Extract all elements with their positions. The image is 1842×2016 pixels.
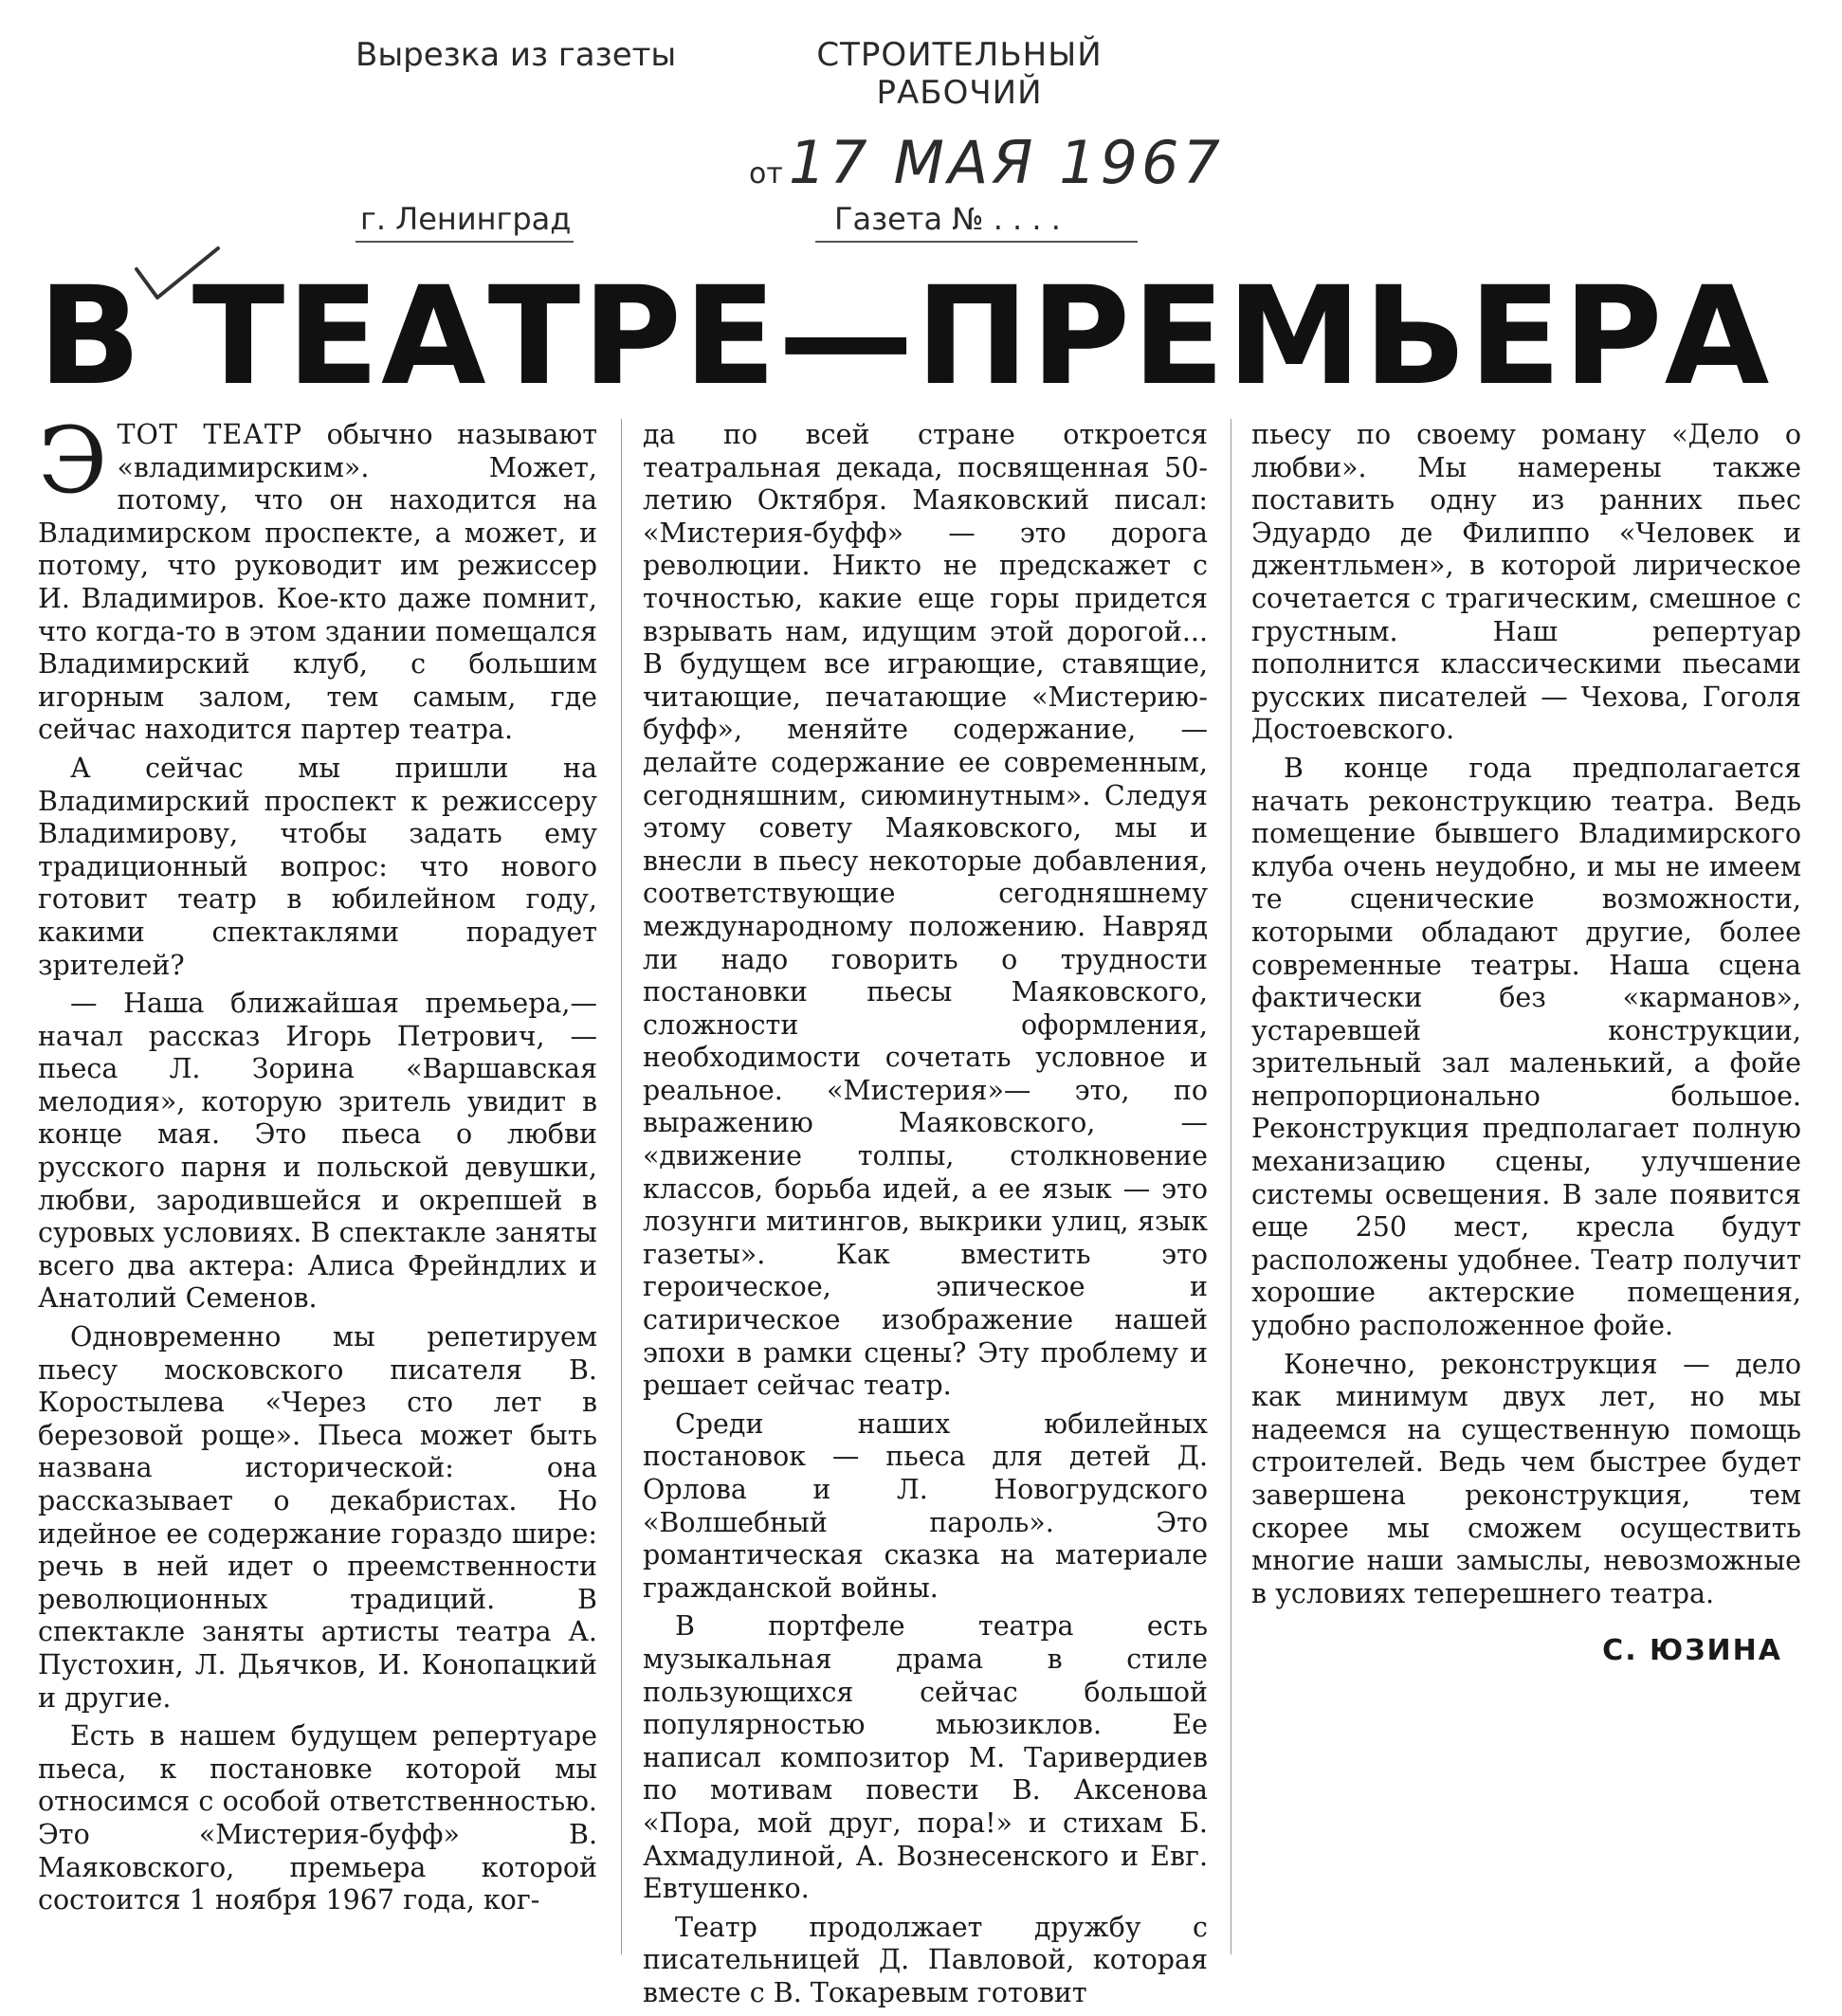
issue-label: Газета № . . . .: [834, 201, 1061, 237]
issue-underline: [815, 241, 1138, 243]
city-label: г. Ленинград: [360, 201, 572, 237]
paragraph: Театр продолжает дружбу с писательницей Д. Павловой, которая вместе с В. Токаревым готовит: [643, 1911, 1208, 2008]
article-column-2: [643, 419, 1208, 2016]
paragraph: да по всей стране откроется театральная декада, посвященная 50-летию Октября. Маяковский писал: «Мистерия-буфф» — это дорога революции. Никто не предскажет с точностью, какие еще горы придется взрывать нам, идущим этой дорогой... В будущем все играющие, ставящие, читающие, печатающие «Мистерию-буфф», меняйте содержание, — делайте содержание ее современным, сегодняшним, сиюминутным». Следуя этому совету Маяковского, мы и внесли в пьесу некоторые добавления, соответствующие сегодняшнему международному положению. Навряд ли надо говорить о трудности постановки пьесы Маяковского, сложности оформления, необходимости сочетать условное и реальное. «Мистерия»— это, по выражению Маяковского, — «движение толпы, столкновение классов, борьба идей, а ее язык — это лозунги митингов, выкрики улиц, язык газеты». Как вместить это героическое, эпическое и сатирическое изображение нашей эпохи в рамки сцены? Эту проблему и решает сейчас театр.: [643, 419, 1208, 1402]
author-signature: С. ЮЗИНА: [1602, 1634, 1782, 1668]
paragraph: Есть в нашем будущем репертуаре пьеса, к постановке которой мы относимся с особой ответственностью. Это «Мистерия-буфф» В. Маяковского, премьера которой состоится 1 ноября 1967 года, ког-: [38, 1720, 597, 1916]
paragraph: — Наша ближайшая премьера,— начал рассказ Игорь Петрович, — пьеса Л. Зорина «Варшавская мелодия», которую зритель увидит в конце мая. Это пьеса о любви русского парня и польской девушки, любви, зародившейся и окрепшей в суровых условиях. В спектакле заняты всего два актера: Алиса Фрейндлих и Анатолий Семенов.: [38, 988, 597, 1315]
drop-cap: Э: [38, 408, 108, 514]
check-mark-icon: [133, 245, 223, 303]
date-prefix: от: [749, 157, 783, 191]
paragraph-text: обычно называют «владимирским». Может, потому, что он находится на Владимирском проспекте, а может, и потому, что руководит им режиссер И. Владимиров. Кое-кто даже помнит, что когда-то в этом здании помещался Владимирский клуб, с большим игорным залом, тем самым, где сейчас находится партер театра.: [38, 419, 597, 746]
paragraph: пьесу по своему роману «Дело о любви». Мы намерены также поставить одну из ранних пьес Эдуардо де Филиппо «Человек и джентльмен», в которой лирическое сочетается с трагическим, смешное с грустным. Наш репертуар пополнится классическими пьесами русских писателей — Чехова, Гоголя Достоевского.: [1251, 419, 1801, 746]
paragraph: В портфеле театра есть музыкальная драма в стиле пользующихся сейчас большой популярностью мьюзиклов. Ее написал композитор М. Таривердиев по мотивам повести В. Аксенова «Пора, мой друг, пора!» и стихам Б. Ахмадулиной, А. Вознесенского и Евг. Евтушенко.: [643, 1610, 1208, 1905]
newspaper-name-line2: РАБОЧИЙ: [876, 74, 1043, 112]
paragraph: Среди наших юбилейных постановок — пьеса для детей Д. Орлова и Л. Новогрудского «Волшебный пароль». Это романтическая сказка на материале гражданской войны.: [643, 1408, 1208, 1604]
paragraph: Одновременно мы репетируем пьесу московского писателя В. Коростылева «Через сто лет в березовой роще». Пьеса может быть названа исторической: она рассказывает о декабристах. Но идейное ее содержание гораздо шире: речь в ней идет о преемственности революционных традиций. В спектакле заняты артисты театра А. Пустохин, Л. Дьячков, И. Конопацкий и другие.: [38, 1321, 597, 1714]
lead-in: ТОТ ТЕАТР: [117, 419, 302, 450]
paragraph: Конечно, реконструкция — дело как минимум двух лет, но мы надеемся на существенную помощь строителей. Ведь чем быстрее будет завершена реконструкция, тем скорее мы сможем осуществить многие наши замыслы, невозможные в условиях теперешнего театра.: [1251, 1348, 1801, 1609]
article-column-1: [38, 408, 597, 1923]
newspaper-name: [798, 36, 1121, 112]
article-column-3: [1251, 419, 1801, 1668]
paragraph: [38, 408, 597, 747]
headline: В ТЕАТРЕ—ПРЕМЬЕРА: [38, 257, 1772, 415]
paragraph: А сейчас мы пришли на Владимирский проспект к режиссеру Владимирову, чтобы задать ему традиционный вопрос: что нового готовит театр в юбилейном году, какими спектаклями порадует зрителей?: [38, 752, 597, 981]
city-underline: [356, 241, 574, 243]
clip-label: Вырезка из газеты: [356, 36, 677, 74]
date-value: 17 МАЯ 1967: [788, 128, 1224, 197]
column-divider-1: [621, 419, 622, 1954]
newspaper-name-line1: СТРОИТЕЛЬНЫЙ: [816, 36, 1103, 74]
paragraph: В конце года предполагается начать реконструкцию театра. Ведь помещение бывшего Владимирского клуба очень неудобно, и мы не имеем те сценические возможности, которыми обладают другие, более современные театры. Наша сцена фактически без «карманов», устаревшей конструкции, зрительный зал маленький, а фойе непропорционально большое. Реконструкция предполагает полную механизацию сцены, улучшение системы освещения. В зале появится еще 250 мест, кресла будут расположены удобнее. Театр получит хорошие актерские помещения, удобно расположенное фойе.: [1251, 752, 1801, 1342]
date-stamp: [749, 128, 1224, 197]
